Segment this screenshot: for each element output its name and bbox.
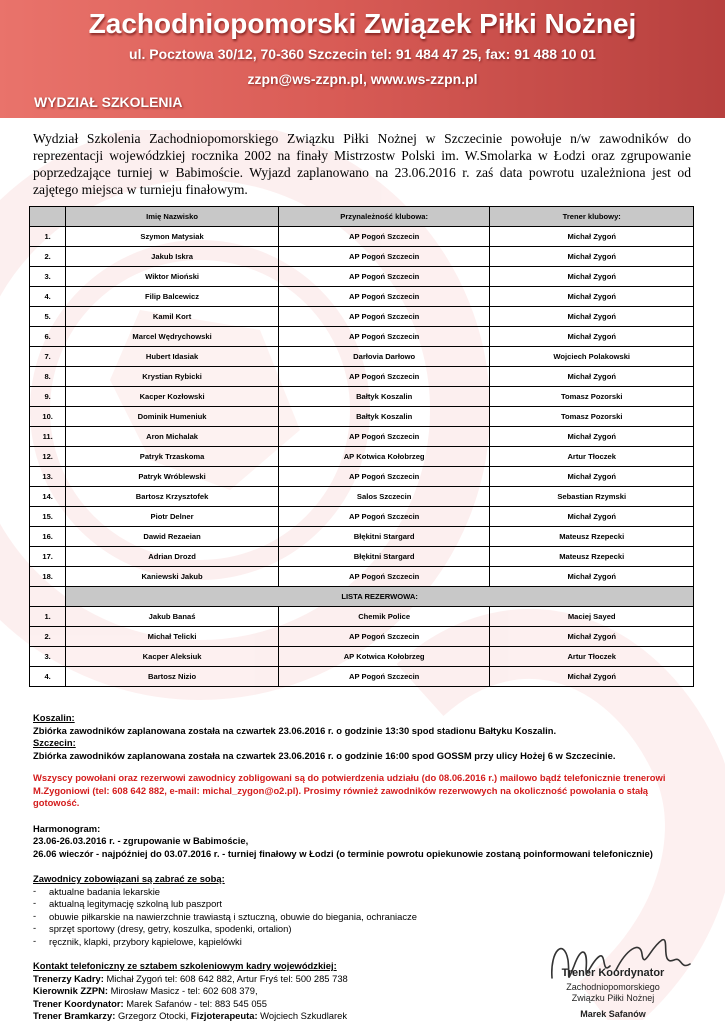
player-name: Jakub Banaś [66, 607, 279, 627]
club-coach: Michał Zygoń [490, 427, 694, 447]
organization-address: ul. Pocztowa 30/12, 70-360 Szczecin tel: 91 484 47 25, fax: 91 488 10 01 [129, 46, 596, 62]
list-item: - aktualną legitymację szkolną lub paszport [33, 897, 223, 909]
department-name: WYDZIAŁ SZKOLENIA [34, 94, 183, 110]
table-row [30, 227, 694, 247]
row-number: 16. [30, 527, 66, 547]
table-row [30, 467, 694, 487]
club-coach: Wojciech Polakowski [490, 347, 694, 367]
player-club: AP Pogoń Szczecin [278, 467, 490, 487]
player-name: Kamil Kort [66, 307, 279, 327]
row-number: 4. [30, 287, 66, 307]
table-row [30, 627, 694, 647]
player-name: Kacper Kozłowski [66, 387, 279, 407]
player-name: Hubert Idasiak [66, 347, 279, 367]
signature-scribble [530, 930, 720, 1024]
header-coach: Trener klubowy: [490, 207, 694, 227]
table-row [30, 267, 694, 287]
row-number: 1. [30, 227, 66, 247]
contact-label: Kontakt telefoniczny ze sztabem szkoleniowym kadry wojewódzkiej: [33, 960, 337, 971]
club-coach: Maciej Sayed [490, 607, 694, 627]
player-club: Błękitni Stargard [278, 527, 490, 547]
player-name: Bartosz Krzysztofek [66, 487, 279, 507]
row-number: 1. [30, 607, 66, 627]
list-item: - obuwie piłkarskie na nawierzchnie trawiastą i sztuczną, obuwie do biegania, ochraniacze [33, 909, 417, 922]
table-row [30, 327, 694, 347]
player-club: AP Pogoń Szczecin [278, 507, 490, 527]
table-row [30, 487, 694, 507]
table-row [30, 607, 694, 627]
schedule-item: 26.06 wieczór - najpóźniej do 03.07.2016 r. - turniej finałowy w Łodzi (o terminie powrotu opiekunowie zostaną poinformowani telefonicznie) [33, 847, 653, 859]
row-number: 17. [30, 547, 66, 567]
club-coach: Tomasz Pozorski [490, 387, 694, 407]
table-row [30, 347, 694, 367]
row-number: 12. [30, 447, 66, 467]
organization-contact: zzpn@ws-zzpn.pl, www.ws-zzpn.pl [247, 71, 478, 87]
table-row [30, 667, 694, 687]
intro-paragraph: Wydział Szkolenia Zachodniopomorskiego Związku Piłki Nożnej w Szczecinie powołuje n/w zawodników do reprezentacji wojewódzkiej rocznika 2002 na finały Mistrzostw Polski im. W.Smolarka w Łodzi oraz zgrupowanie poprzedzające turniej w Babimoście. Wyjazd zaplanowano na 23.06.2016 r. zaś data powrotu uzależniona jest od zajętego miejsca w turnieju finałowym. [33, 131, 691, 197]
club-coach: Michał Zygoń [490, 467, 694, 487]
row-number: 14. [30, 487, 66, 507]
bring-label: Zawodnicy zobowiązani są zabrać ze sobą: [33, 873, 225, 884]
player-club: AP Pogoń Szczecin [278, 627, 490, 647]
koszalin-label: Koszalin: [33, 712, 75, 723]
row-number: 2. [30, 247, 66, 267]
player-name: Kacper Aleksiuk [66, 647, 279, 667]
club-coach: Tomasz Pozorski [490, 407, 694, 427]
reserve-list-label: LISTA REZERWOWA: [66, 587, 694, 607]
dash-bullet-icon: - [33, 922, 37, 933]
signature-org-line: Związku Piłki Nożnej [571, 993, 655, 1003]
list-item: - aktualne badania lekarskie [33, 884, 161, 897]
club-coach: Michał Zygoń [490, 627, 694, 647]
schedule-label: Harmonogram: [33, 822, 101, 834]
table-row [30, 507, 694, 527]
signature-org-line: Zachodniopomorskiego [566, 982, 660, 992]
szczecin-text: Zbiórka zawodników zaplanowana została na czwartek 23.06.2016 r. o godzinie 16:00 spod GOSSM przy ulicy Hożej 6 w Szczecinie. [33, 749, 616, 761]
player-name: Michał Telicki [66, 627, 279, 647]
player-club: Bałtyk Koszalin [278, 407, 490, 427]
player-club: AP Pogoń Szczecin [278, 227, 490, 247]
table-row [30, 407, 694, 427]
player-name: Krystian Rybicki [66, 367, 279, 387]
table-row [30, 447, 694, 467]
table-row [30, 427, 694, 447]
table-row [30, 647, 694, 667]
row-number: 7. [30, 347, 66, 367]
table-row [30, 547, 694, 567]
row-number: 4. [30, 667, 66, 687]
player-club: AP Pogoń Szczecin [278, 287, 490, 307]
club-coach: Mateusz Rzepecki [490, 547, 694, 567]
club-coach: Michał Zygoń [490, 307, 694, 327]
player-name: Bartosz Nizio [66, 667, 279, 687]
player-club: AP Pogoń Szczecin [278, 307, 490, 327]
empty-cell [30, 587, 66, 607]
player-club: Błękitni Stargard [278, 547, 490, 567]
club-coach: Michał Zygoń [490, 567, 694, 587]
player-club: Chemik Police [278, 607, 490, 627]
player-club: AP Pogoń Szczecin [278, 267, 490, 287]
szczecin-label: Szczecin: [33, 737, 76, 748]
row-number: 15. [30, 507, 66, 527]
organization-title: Zachodniopomorski Związek Piłki Nożnej [88, 8, 637, 39]
table-row [30, 567, 694, 587]
club-coach: Michał Zygoń [490, 287, 694, 307]
table-row [30, 247, 694, 267]
dash-bullet-icon: - [33, 934, 37, 946]
player-name: Wiktor Mioński [66, 267, 279, 287]
player-club: Darłovia Darłowo [278, 347, 490, 367]
player-club: Salos Szczecin [278, 487, 490, 507]
signature-title: Trener Koordynator [561, 967, 665, 979]
player-club: AP Pogoń Szczecin [278, 247, 490, 267]
row-number: 13. [30, 467, 66, 487]
player-name: Adrian Drozd [66, 547, 279, 567]
player-name: Dawid Rezaeian [66, 527, 279, 547]
player-club: Bałtyk Koszalin [278, 387, 490, 407]
club-coach: Michał Zygoń [490, 247, 694, 267]
row-number: 6. [30, 327, 66, 347]
player-name: Piotr Delner [66, 507, 279, 527]
player-name: Patryk Wróblewski [66, 467, 279, 487]
club-coach: Artur Tłoczek [490, 647, 694, 667]
club-coach: Michał Zygoń [490, 327, 694, 347]
row-number: 3. [30, 647, 66, 667]
player-club: AP Pogoń Szczecin [278, 667, 490, 687]
table-row [30, 527, 694, 547]
confirmation-notice: Wszyscy powołani oraz rezerwowi zawodnicy zobligowani są do potwierdzenia udziału (do 08.06.2016 r.) mailowo bądź telefonicznie trenerowi M.Zygoniowi (tel: 608 642 882, e-mail: michal_zygon@o2.pl). Prosimy również zawodników rezerwowych na okoliczność powołania o stałą gotowość. [33, 772, 666, 808]
player-club: AP Kotwica Kołobrzeg [278, 447, 490, 467]
list-item: - sprzęt sportowy (dresy, getry, koszulka, spodenki, ortalion) [33, 922, 292, 934]
table-row [30, 387, 694, 407]
row-number: 11. [30, 427, 66, 447]
player-name: Jakub Iskra [66, 247, 279, 267]
club-coach: Michał Zygoń [490, 667, 694, 687]
player-name: Kaniewski Jakub [66, 567, 279, 587]
player-club: AP Pogoń Szczecin [278, 427, 490, 447]
schedule-item: 23.06-26.03.2016 r. - zgrupowanie w Babimoście, [33, 835, 249, 846]
koszalin-text: Zbiórka zawodników zaplanowana została na czwartek 23.06.2016 r. o godzinie 13:30 spod stadionu Bałtyku Koszalin. [33, 724, 557, 736]
table-row [30, 287, 694, 307]
row-number: 9. [30, 387, 66, 407]
dash-bullet-icon: - [33, 897, 37, 908]
player-club: AP Pogoń Szczecin [278, 567, 490, 587]
player-club: AP Pogoń Szczecin [278, 367, 490, 387]
table-row [30, 367, 694, 387]
players-table [29, 206, 694, 687]
contact-line: Kierownik ZZPN: Mirosław Masicz - tel: 602 608 379, [33, 985, 258, 996]
club-coach: Artur Tłoczek [490, 447, 694, 467]
player-name: Szymon Matysiak [66, 227, 279, 247]
row-number: 18. [30, 567, 66, 587]
table-header-row [30, 207, 694, 227]
dash-bullet-icon: - [33, 909, 37, 921]
row-number: 8. [30, 367, 66, 387]
contact-line: Trener Bramkarzy: Grzegorz Otocki, Fizjoterapeuta: Wojciech Szkudlarek [33, 1010, 348, 1021]
player-name: Patryk Trzaskoma [66, 447, 279, 467]
player-club: AP Kotwica Kołobrzeg [278, 647, 490, 667]
player-club: AP Pogoń Szczecin [278, 327, 490, 347]
dash-bullet-icon: - [33, 884, 37, 896]
contact-line: Trenerzy Kadry: Michał Zygoń tel: 608 642 882, Artur Fryś tel: 500 285 738 [33, 972, 348, 984]
header-name: Imię Nazwisko [66, 207, 279, 227]
table-row [30, 307, 694, 327]
club-coach: Michał Zygoń [490, 507, 694, 527]
reserve-list-row [30, 587, 694, 607]
row-number: 3. [30, 267, 66, 287]
player-name: Filip Balcewicz [66, 287, 279, 307]
club-coach: Michał Zygoń [490, 267, 694, 287]
row-number: 10. [30, 407, 66, 427]
club-coach: Mateusz Rzepecki [490, 527, 694, 547]
header-number [30, 207, 66, 227]
club-coach: Sebastian Rzymski [490, 487, 694, 507]
club-coach: Michał Zygoń [490, 227, 694, 247]
row-number: 5. [30, 307, 66, 327]
header-club: Przynależność klubowa: [278, 207, 490, 227]
contact-line: Trener Koordynator: Marek Safanów - tel: 883 545 055 [33, 997, 267, 1009]
row-number: 2. [30, 627, 66, 647]
player-name: Dominik Humeniuk [66, 407, 279, 427]
list-item: - ręcznik, klapki, przybory kąpielowe, kąpielówki [33, 934, 242, 947]
club-coach: Michał Zygoń [490, 367, 694, 387]
player-name: Aron Michalak [66, 427, 279, 447]
signature-name: Marek Safanów [580, 1009, 646, 1019]
letterhead-banner [0, 0, 725, 118]
player-name: Marcel Wędrychowski [66, 327, 279, 347]
